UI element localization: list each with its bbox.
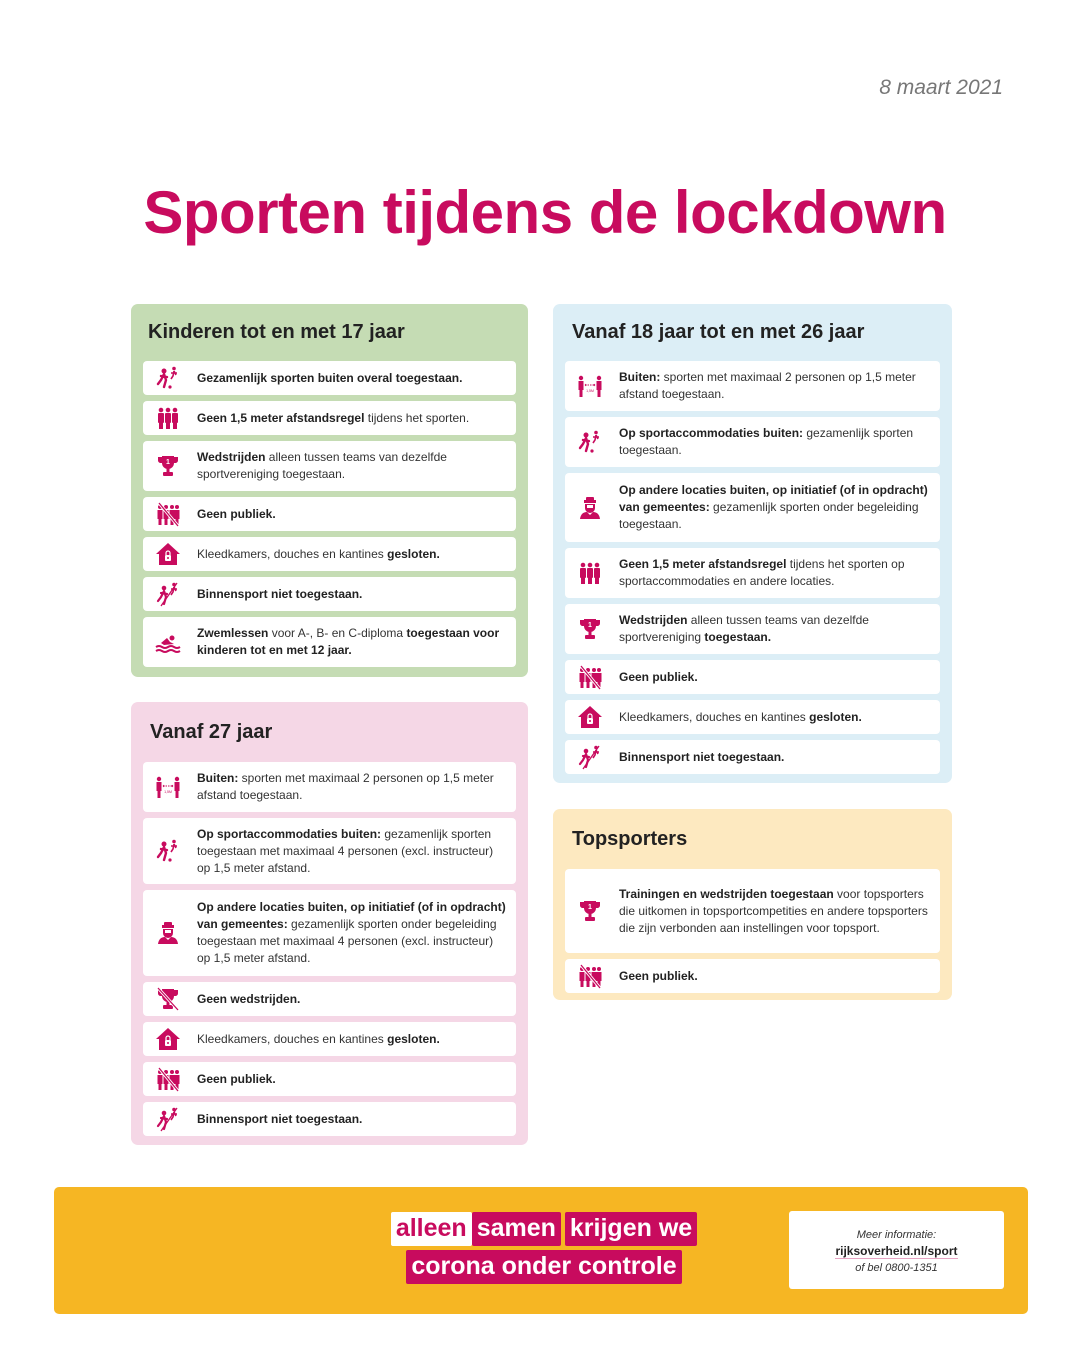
item-text (619, 556, 930, 590)
info-link[interactable]: rijksoverheid.nl/sport (835, 1244, 958, 1258)
panel-adults (131, 702, 528, 1145)
item-text (197, 826, 506, 877)
list-item (565, 700, 940, 734)
list-item (565, 740, 940, 774)
item-text (197, 625, 506, 659)
item-text-bold: Wedstrijden (619, 613, 688, 627)
item-text-regular: gezamenlijk sporten toegestaan met maximaal 4 personen (excl. instructeur) op 1,5 meter afstand. (197, 826, 494, 875)
item-text-regular: voor topsporters die uitkomen in topsportcompetities en andere topsporters die zijn verbonden aan instellingen voor topsport. (619, 886, 928, 935)
item-text-regular: gezamenlijk sporten onder begeleiding toegestaan. (619, 500, 919, 531)
item-text-bold: Geen publiek. (197, 1071, 276, 1086)
item-text (197, 1071, 276, 1088)
svg-text:1: 1 (166, 459, 170, 466)
panel-kids (131, 304, 528, 677)
item-text-bold: Geen publiek. (619, 968, 698, 983)
list-item (143, 401, 516, 435)
svg-text:1,5M: 1,5M (586, 389, 594, 393)
list-item (143, 1022, 516, 1056)
no-audience-icon (153, 1065, 183, 1093)
item-text-regular: tijdens het sporten op sportaccommodaties en andere locaties. (619, 557, 905, 588)
slogan-word: krijgen we (565, 1212, 697, 1246)
trophy-icon (575, 897, 605, 925)
item-text-regular: sporten met maximaal 2 personen op 1,5 meter afstand toegestaan. (619, 370, 916, 401)
list-item (143, 890, 516, 976)
item-text (197, 991, 300, 1008)
list-item (143, 982, 516, 1016)
item-text-regular: sporten met maximaal 2 personen op 1,5 meter afstand toegestaan. (197, 771, 494, 802)
item-text (197, 899, 506, 967)
item-text (197, 370, 462, 387)
item-text-bold: Zwemlessen (197, 626, 269, 640)
panel-heading: Vanaf 27 jaar (150, 720, 273, 743)
list-item (143, 617, 516, 667)
group-icon (153, 404, 183, 432)
swimmer-icon (153, 628, 183, 656)
list-item (143, 1062, 516, 1096)
no-audience-icon (575, 962, 605, 990)
item-text (619, 669, 698, 686)
panel-topsporters (553, 809, 952, 1000)
slogan-word: alleen (391, 1212, 472, 1246)
item-text-regular: voor A-, B- en C-diploma (268, 626, 407, 640)
team-sport-icon (153, 837, 183, 865)
item-text (197, 1111, 362, 1128)
item-text-bold: Binnensport niet toegestaan. (197, 1111, 363, 1126)
item-text (619, 425, 930, 459)
panel-heading: Topsporters (572, 827, 688, 850)
date: 8 maart 2021 (879, 76, 1003, 99)
panel-heading: Kinderen tot en met 17 jaar (148, 321, 405, 343)
list-item (565, 959, 940, 993)
no-audience-icon (153, 500, 183, 528)
list-item (143, 497, 516, 531)
distance-icon (575, 372, 605, 400)
trophy-icon (153, 452, 183, 480)
item-text-regular: Kleedkamers, douches en kantines (619, 709, 810, 724)
list-item (143, 1102, 516, 1136)
list-item (565, 604, 940, 654)
item-text-regular: gezamenlijk sporten onder begeleiding toegestaan met maximaal 4 personen (excl. instructeur) op 1,5 meter afstand. (197, 917, 497, 965)
info-box (789, 1211, 1004, 1289)
item-text-bold: gesloten. (387, 1031, 440, 1046)
item-text (197, 449, 506, 483)
list-item (143, 361, 516, 395)
item-text-bold: Geen publiek. (619, 669, 698, 684)
item-text-bold: Binnensport niet toegestaan. (619, 749, 785, 764)
list-item (143, 762, 516, 812)
no-indoor-sport-icon (575, 743, 605, 771)
list-item (565, 417, 940, 467)
panel-young-adults (553, 304, 952, 783)
item-text-bold: Binnensport niet toegestaan. (197, 586, 363, 601)
item-text (197, 410, 469, 427)
list-item (143, 577, 516, 611)
item-text (619, 709, 862, 726)
locked-house-icon (153, 1025, 183, 1053)
item-text-regular: alleen tussen teams van dezelfde sportvereniging (619, 613, 869, 644)
no-indoor-sport-icon (153, 580, 183, 608)
no-audience-icon (575, 663, 605, 691)
item-text-bold: toegestaan. (704, 630, 772, 644)
group-icon (575, 559, 605, 587)
instructor-icon (575, 494, 605, 522)
item-text-bold: Op sportaccommodaties buiten: (197, 826, 382, 841)
item-text (619, 612, 930, 646)
item-text (197, 506, 276, 523)
item-text-bold: Gezamenlijk sporten buiten overal toegestaan. (197, 370, 463, 385)
item-text (197, 546, 440, 563)
panel-heading: Vanaf 18 jaar tot en met 26 jaar (572, 321, 865, 343)
item-text-bold: toegestaan voor kinderen tot en met 12 jaar. (197, 626, 500, 657)
item-text (197, 770, 506, 804)
trophy-icon (575, 615, 605, 643)
list-item (565, 869, 940, 953)
item-text-bold: Op andere locaties buiten, op initiatief (of in opdracht) van gemeentes: (619, 483, 928, 514)
list-item (143, 537, 516, 571)
list-item (565, 660, 940, 694)
page-title: Sporten tijdens de lockdown (143, 179, 947, 246)
distance-icon (153, 773, 183, 801)
item-text (619, 968, 698, 985)
slogan-word: corona onder controle (406, 1250, 681, 1284)
info-label: Meer informatie: (856, 1229, 937, 1241)
no-trophy-icon (153, 985, 183, 1013)
item-text-bold: gesloten. (387, 546, 440, 561)
item-text-bold: Trainingen en wedstrijden toegestaan (619, 886, 834, 901)
slogan (389, 1212, 699, 1288)
list-item (565, 548, 940, 598)
item-text-bold: Op sportaccommodaties buiten: (619, 426, 804, 440)
no-indoor-sport-icon (153, 1105, 183, 1133)
locked-house-icon (153, 540, 183, 568)
item-text-regular: Kleedkamers, douches en kantines (197, 546, 388, 561)
item-text (619, 369, 930, 403)
item-text (619, 482, 930, 533)
item-text-regular: gezamenlijk sporten toegestaan. (619, 426, 914, 457)
item-text-bold: Geen 1,5 meter afstandsregel (197, 410, 365, 425)
team-sport-icon (575, 428, 605, 456)
info-phone: of bel 0800-1351 (855, 1262, 938, 1274)
item-text-bold: gesloten. (809, 709, 862, 724)
instructor-icon (153, 919, 183, 947)
item-text-bold: Geen wedstrijden. (197, 991, 301, 1006)
svg-text:1,5M: 1,5M (164, 790, 172, 794)
list-item (565, 473, 940, 542)
item-text (619, 886, 930, 937)
list-item (143, 818, 516, 884)
item-text-bold: Buiten: (197, 771, 239, 785)
item-text-bold: Wedstrijden (197, 450, 266, 464)
item-text-regular: alleen tussen teams van dezelfde sportvereniging toegestaan. (197, 450, 447, 481)
item-text-regular: Kleedkamers, douches en kantines (197, 1031, 388, 1046)
item-text-bold: Geen publiek. (197, 506, 276, 521)
item-text-regular: tijdens het sporten. (364, 410, 470, 425)
svg-text:1: 1 (588, 622, 592, 629)
item-text-bold: Buiten: (619, 370, 661, 384)
list-item (143, 441, 516, 491)
locked-house-icon (575, 703, 605, 731)
item-text-bold: Op andere locaties buiten, op initiatief (of in opdracht) van gemeentes: (197, 900, 506, 931)
team-sport-icon (153, 364, 183, 392)
svg-text:1: 1 (588, 904, 592, 911)
item-text (197, 586, 362, 603)
slogan-word: samen (472, 1212, 561, 1246)
list-item (565, 361, 940, 411)
item-text (619, 749, 784, 766)
item-text (197, 1031, 440, 1048)
item-text-bold: Geen 1,5 meter afstandsregel (619, 557, 787, 571)
